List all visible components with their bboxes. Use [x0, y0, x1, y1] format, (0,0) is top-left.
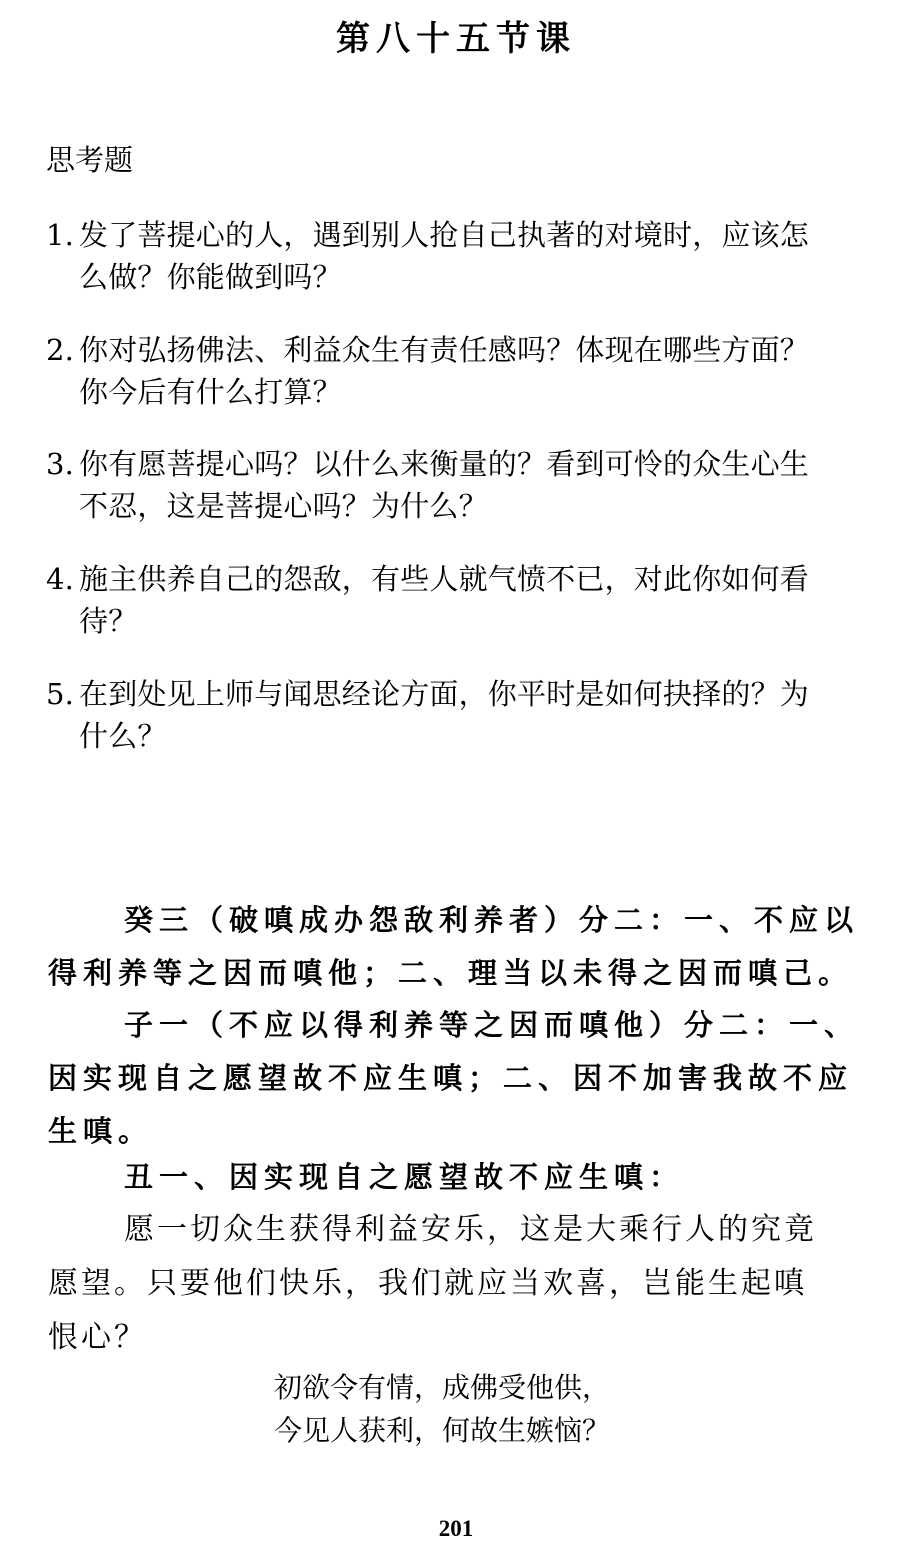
- lesson-title: 第八十五节课: [336, 19, 576, 59]
- question-line: 你有愿菩提心吗？以什么来衡量的？看到可怜的众生心生: [79, 447, 810, 481]
- outline-line: 癸三（破嗔成办怨敌利养者）分二：一、不应以: [124, 903, 860, 937]
- question-2: [46, 329, 891, 413]
- outline-line: 子一（不应以得利养等之因而嗔他）分二：一、: [124, 1008, 860, 1042]
- body-paragraph: [48, 1203, 893, 1365]
- question-number: 5.: [46, 677, 75, 711]
- section-label-questions: 思考题: [46, 143, 134, 177]
- body-line: 愿一切众生获得利益安乐，这是大乘行人的究竟: [124, 1212, 817, 1247]
- question-line: 施主供养自己的怨敌，有些人就气愤不已，对此你如何看: [79, 562, 810, 596]
- question-line: 待？: [79, 604, 138, 638]
- verse-block: [274, 1366, 610, 1452]
- verse-line: 今见人获利，何故生嫉恼？: [274, 1414, 611, 1447]
- outline-line: 丑一、因实现自之愿望故不应生嗔：: [124, 1160, 685, 1194]
- outline-line: 因实现自之愿望故不应生嗔；二、因不加害我故不应: [48, 1061, 854, 1095]
- body-line: 恨心？: [48, 1320, 147, 1355]
- question-line: 发了菩提心的人，遇到别人抢自己执著的对境时，应该怎: [79, 218, 810, 252]
- question-number: 3.: [46, 447, 75, 481]
- page-number: 201: [438, 1516, 474, 1541]
- outline-heading-chou-yi: [48, 1151, 893, 1204]
- question-line: 么做？你能做到吗？: [79, 260, 342, 294]
- question-3: [46, 443, 891, 527]
- outline-heading-zi-yi: [48, 999, 893, 1158]
- outline-line: 生嗔。: [48, 1114, 154, 1148]
- question-number: 4.: [46, 562, 75, 596]
- outline-heading-gui-san: [48, 894, 893, 1000]
- question-5: [46, 673, 891, 757]
- question-line: 你对弘扬佛法、利益众生有责任感吗？体现在哪些方面？: [79, 333, 810, 367]
- question-line: 你今后有什么打算？: [79, 375, 342, 409]
- question-line: 什么？: [79, 719, 167, 753]
- question-1: [46, 214, 891, 298]
- question-line: 不忍，这是菩提心吗？为什么？: [79, 489, 488, 523]
- question-4: [46, 558, 891, 642]
- question-line: 在到处见上师与闻思经论方面，你平时是如何抉择的？为: [79, 677, 810, 711]
- question-number: 1.: [46, 218, 75, 252]
- verse-line: 初欲令有情，成佛受他供，: [274, 1371, 611, 1404]
- question-number: 2.: [46, 333, 75, 367]
- body-line: 愿望。只要他们快乐，我们就应当欢喜，岂能生起嗔: [48, 1266, 807, 1301]
- outline-line: 得利养等之因而嗔他；二、理当以未得之因而嗔己。: [48, 956, 854, 990]
